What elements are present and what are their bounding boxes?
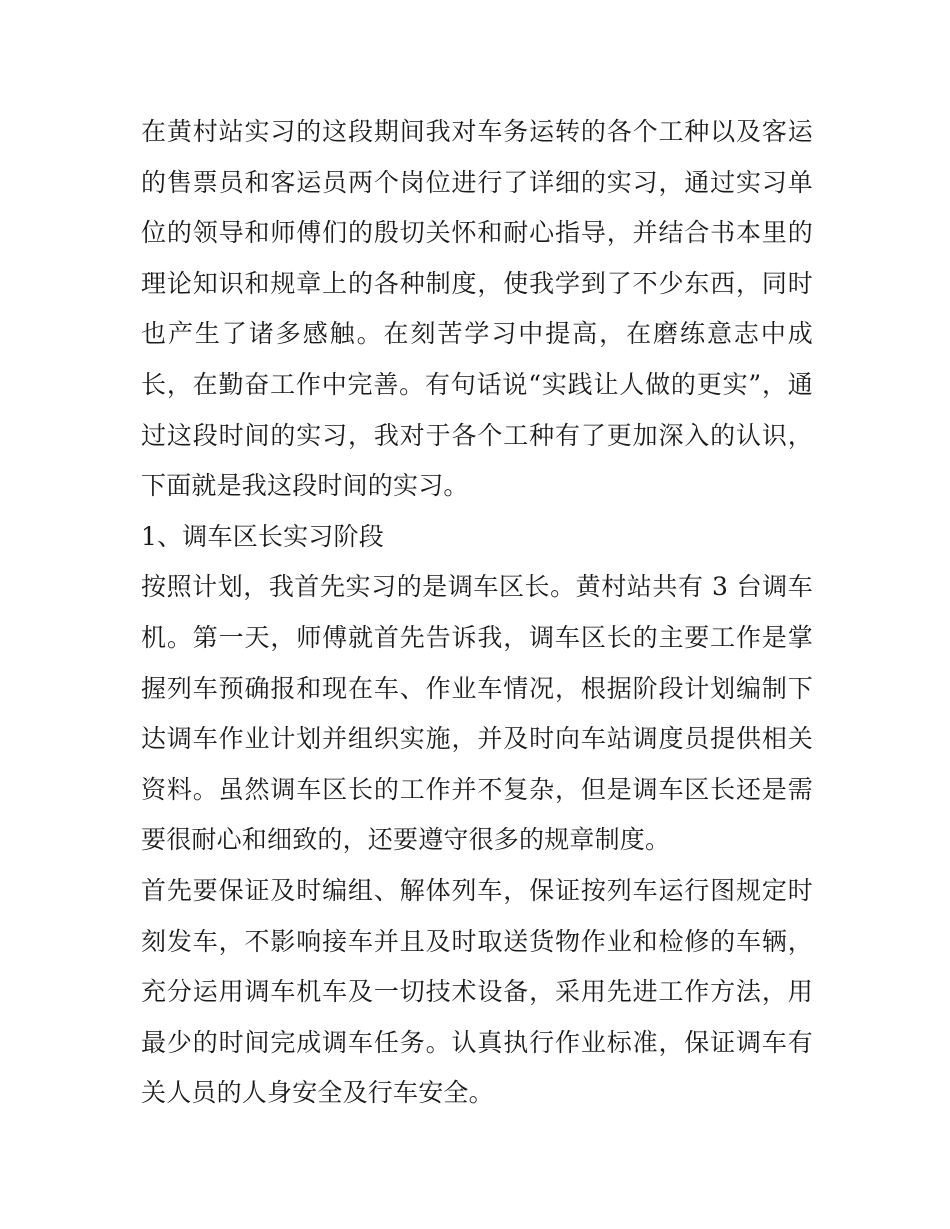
paragraph-shunting-plan: 按照计划，我首先实习的是调车区长。黄村站共有 3 台调车机。第一天，师傅就首先告诉我，调车区长的主要工作是掌握列车预确报和现在车、作业车情况，根据阶段计划编制下达调车作业计划并组织实施，并及时向车站调度员提供相关资料。虽然调车区长的工作并不复杂，但是调车区长还是需要很耐心和细致的，还要遵守很多的规章制度。	[141, 572, 813, 855]
document-body	[141, 107, 813, 1119]
paragraph-intro: 在黄村站实习的这段期间我对车务运转的各个工种以及客运的售票员和客运员两个岗位进行了详细的实习，通过实习单位的领导和师傅们的殷切关怀和耐心指导，并结合书本里的理论知识和规章上的各种制度，使我学到了不少东西，同时也产生了诸多感触。在刻苦学习中提高，在磨练意志中成长，在勤奋工作中完善。有句话说“实践让人做的更实”，通过这段时间的实习，我对于各个工种有了更加深入的认识，下面就是我这段时间的实习。	[141, 117, 813, 501]
paragraph-shunting-duties: 首先要保证及时编组、解体列车，保证按列车运行图规定时刻发车，不影响接车并且及时取送货物作业和检修的车辆，充分运用调车机车及一切技术设备，采用先进工作方法，用最少的时间完成调车任务。认真执行作业标准，保证调车有关人员的人身安全及行车安全。	[141, 875, 813, 1108]
section-heading-shunting-chief: 1、调车区长实习阶段	[141, 521, 384, 551]
